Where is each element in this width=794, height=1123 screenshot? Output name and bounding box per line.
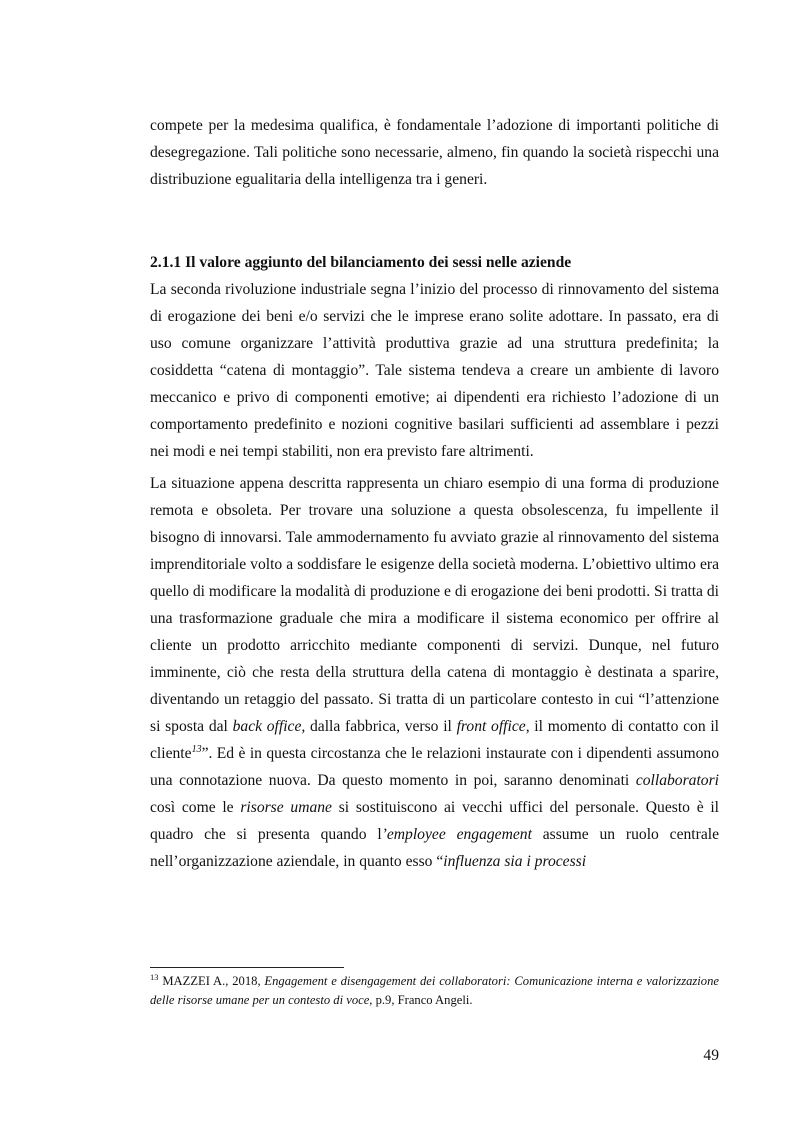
paragraph-3-part-a: La situazione appena descritta rappresenta un chiaro esempio di una forma di produzione remota e obsoleta. Per trovare una soluzione a questa obsolescenza, fu impellente il bisogno di innovarsi. Tale ammodernamento fu avviato grazie al rinnovamento del sistema imprenditoriale volto a soddisfare le esigenze della società moderna. L’obiettivo ultimo era quello di modificare la modalità di produzione e di erogazione dei beni prodotti. Si tratta di una trasformazione graduale che mira a modificare il sistema economico per offrire al cliente un prodotto arricchito mediante componenti di servizi. Dunque, nel futuro imminente, ciò che resta della struttura della catena di montaggio è destinata a sparire, diventando un retaggio del passato. Si tratta di un particolare contesto in cui “l’attenzione si sposta dal [150, 475, 720, 735]
paragraph-continuation [150, 112, 719, 193]
front-office-term: front office, [456, 718, 530, 735]
paragraph-2-text: La seconda rivoluzione industriale segna l’inizio del processo di rinnovamento del sistema di erogazione dei beni e/o servizi che le imprese erano solite adottare. In passato, era di uso comune organizzare l’attività produttiva grazie ad una struttura predefinita; la cosiddetta “catena di montaggio”. Tale sistema tendeva a creare un ambiente di lavoro meccanico e privo di componenti emotive; ai dipendenti era richiesto l’adozione di un comportamento predefinito e nozioni cognitive basilari sufficienti ad assemblare i pezzi nei modi e nei tempi stabiliti, non era previsto fare altrimenti. [150, 281, 719, 460]
section-heading: 2.1.1 Il valore aggiunto del bilanciamento dei sessi nelle aziende [150, 254, 572, 271]
collaboratori-term: collaboratori [635, 772, 719, 789]
paragraph-3-part-g: assume un ruolo centrale nell’organizzazione aziendale, in quanto esso “ [150, 826, 719, 870]
paragraph-1-text: compete per la medesima qualifica, è fondamentale l’adozione di importanti politiche di desegregazione. Tali politiche sono necessarie, almeno, fin quando la società rispecchi una distribuzione egualitaria della intelligenza tra i generi. [150, 117, 719, 188]
paragraph-3-part-e: così come le [150, 799, 241, 816]
paragraph-3-text [150, 470, 719, 875]
paragraph-3-part-c: il momento di contatto con il cliente [150, 718, 719, 762]
employee-engagement-term: ’employee engagement [381, 826, 532, 843]
quote-start: influenza sia i processi [443, 853, 587, 870]
paragraph-3-part-d: ”. Ed è in questa circostanza che le relazioni instaurate con i dipendenti assumono una connotazione nuova. Da questo momento in poi, saranno denominati [150, 745, 719, 789]
risorse-umane-term: risorse umane [240, 799, 332, 816]
footnote [150, 972, 719, 1010]
paragraph-3-part-f: si sostituiscono ai vecchi uffici del personale. Questo è il quadro che si presenta quando l [150, 799, 720, 843]
footnote-divider [150, 967, 344, 968]
footnote-author: MAZZEI A., 2018, [158, 974, 265, 988]
back-office-term: back office, [232, 718, 306, 735]
paragraph-3 [150, 470, 719, 875]
page-number: 49 [703, 1047, 719, 1064]
paragraph-3-part-b: dalla fabbrica, verso il [305, 718, 457, 735]
footnote-title: Engagement e disengagement dei collaboratori: Comunicazione interna e valorizzazione delle risorse umane per un contesto di voce [150, 974, 719, 1007]
footnote-publisher: , p.9, Franco Angeli. [369, 993, 473, 1007]
paragraph-2 [150, 276, 719, 465]
footnote-reference[interactable]: 13 [191, 743, 202, 755]
footnote-number: 13 [150, 971, 159, 982]
